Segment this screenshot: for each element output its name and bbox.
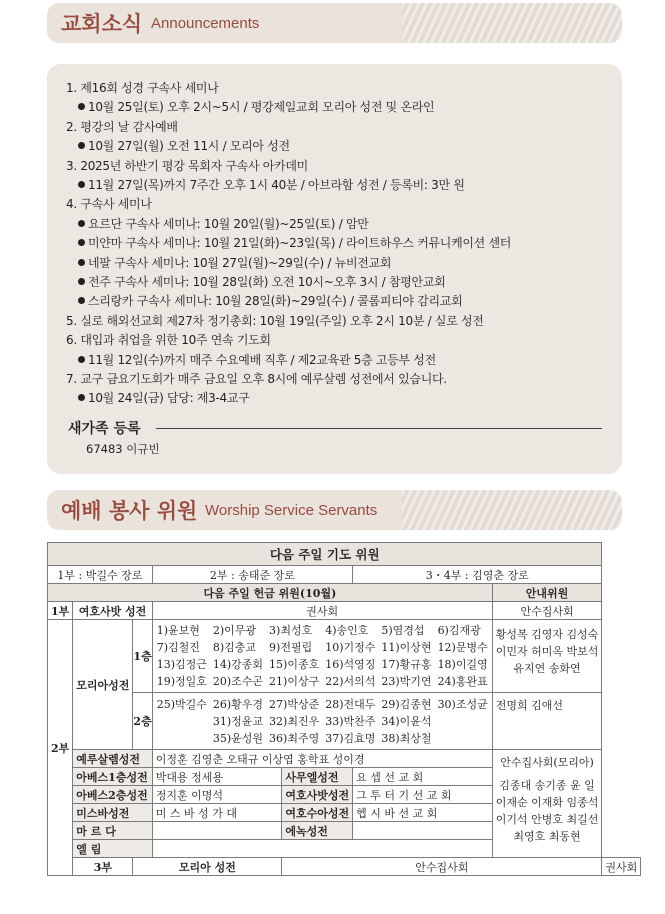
bullet-icon [78,220,85,227]
announcement-detail [78,177,465,194]
member-name: 20)조수곤 [212,675,264,688]
announcement-text: 10월 25일(토) 오후 2시~5시 / 평강제일교회 모리아 성전 및 온라인 [88,100,435,115]
member-name [157,713,207,730]
bullet-icon [78,103,85,110]
banner-decoration [402,490,622,530]
announcement-item [66,196,152,213]
usher-title: 안내위원 [492,584,602,602]
servants-table [47,542,641,876]
usher-names [496,777,599,845]
floor-label: 2층 [133,693,152,750]
member-name: 19)정일호 [156,675,207,688]
row-label: 엘 림 [73,840,152,858]
announcement-text: 6. 대입과 취업을 위한 10주 연속 기도회 [66,333,271,348]
row-label: 아베스2층성전 [73,786,152,804]
member-name: 12)문병수 [437,641,488,654]
member-name: 26)황우경 [212,697,264,711]
bullet-icon [78,278,85,285]
place-label: 모리아 성전 [133,858,282,876]
member-name: 13)김정근 [156,658,207,671]
announcement-detail [78,235,511,252]
announcement-text: 2. 평강의 날 감사예배 [66,119,178,134]
usher-line: 이민자 허미옥 박보석 [495,645,599,658]
floor2-ushers: 전명희 김애선 [492,693,602,750]
row-value [152,822,282,840]
announcement-text: 스리랑카 구속사 세미나: 10월 28일(화)~29일(수) / 콜롬피티야 감리교회 [88,294,463,309]
place-label: 모리아성전 [73,620,133,750]
divider [156,428,602,429]
section-title: 예배 봉사 위원 [61,499,198,523]
member-name: 25)박길수 [156,697,207,711]
announcement-text: 10월 27일(월) 오전 11시 / 모리아 성전 [88,139,290,154]
announcement-text: 3. 2025년 하반기 평강 목회자 구속사 아카데미 [66,158,308,173]
banner-decoration [402,3,622,43]
row-label: 여호사밧성전 [282,786,353,804]
bullet-icon [78,181,85,188]
prayer-part1: 1부 : 박길수 장로 [48,566,153,584]
announcements-banner [47,3,622,43]
announcement-detail [78,255,391,272]
row-value: 이정훈 김영춘 오태규 이상엽 홍학표 성이경 [152,750,492,768]
member-name: 36)최주영 [269,731,320,745]
row-label: 예루살렘성전 [73,750,152,768]
member-name: 3)최성호 [269,624,313,637]
member-name: 37)김효명 [325,731,376,745]
row-label: 아베스1층성전 [73,768,152,786]
bullet-icon [78,142,85,149]
announcement-item [66,371,447,388]
member-name: 1)윤보현 [156,624,200,637]
announcement-text: 네팔 구속사 세미나: 10월 27일(월)~29일(수) / 뉴비전교회 [88,255,392,270]
bullet-icon [78,356,85,363]
announcement-item [66,332,271,349]
member-name: 33)박찬주 [325,714,376,728]
announcement-text: 5. 실로 해외선교회 제27차 정기총회: 10월 19일(주일) 오후 2시 10분 / 실로 성전 [66,313,484,328]
row-value: 미 스 바 성 가 대 [152,804,282,822]
usher-line: 이기석 안병호 최길선 [495,813,599,826]
row-value: 그 투 터 기 선 교 회 [353,786,493,804]
section-title: 교회소식 [61,12,143,36]
member-name: 2)이무광 [212,624,257,637]
member-name: 14)강종회 [212,658,264,671]
announcement-detail [78,352,436,369]
member-name [157,730,207,747]
announcement-item [66,158,308,175]
section-subtitle: Announcements [151,15,260,32]
member-name: 23)박기연 [381,675,432,688]
member-name: 27)박상준 [269,697,320,711]
row-value: 요 셉 선 교 회 [353,768,493,786]
member-name: 30)조성균 [437,697,488,711]
row-value [152,840,492,858]
announcement-text: 10월 24일(금) 담당: 제3-4교구 [88,391,250,406]
member-name: 31)정윤교 [212,714,264,728]
announcement-text: 4. 구속사 세미나 [66,197,152,212]
announcement-text: 11월 27일(목)까지 7주간 오후 1시 40분 / 아브라함 성전 / 등록비: 3만 원 [88,178,465,192]
announcement-detail [78,216,369,233]
member-name: 7)김철진 [156,641,200,654]
member-name: 9)전필립 [269,641,313,654]
member-name: 38)최상철 [381,731,432,745]
moriah-ushers [492,750,602,858]
announcement-detail [78,390,249,407]
announcement-text: 11월 12일(수)까지 매주 수요예배 직후 / 제2교육관 5층 고등부 성전 [88,352,436,367]
offering-group: 권사회 [152,602,492,620]
member-name: 18)이길영 [437,658,488,671]
member-name: 29)김종현 [381,697,432,711]
name-grid [157,622,488,690]
part-label: 2부 [48,620,73,876]
member-name: 24)홍완표 [437,675,488,688]
bullet-icon [78,394,85,401]
announcement-text: 요르단 구속사 세미나: 10월 20일(월)~25일(토) / 암만 [88,216,369,231]
usher-names [496,626,599,677]
member-name: 16)석영징 [325,658,376,671]
usher-line: 이재순 이재화 임종석 [495,796,599,809]
floor1-ushers [492,620,602,693]
usher-group: 안수집사회 [492,602,602,620]
member-name [438,730,488,747]
row-value: 정지훈 이명석 [152,786,282,804]
prayer-title: 다음 주일 기도 위원 [48,543,602,566]
prayer-part2: 2부 : 송태준 장로 [152,566,352,584]
row-value [353,822,493,840]
member-name: 22)서의석 [325,675,376,688]
member-name: 17)황규홍 [381,658,432,671]
part-label: 3부 [73,858,133,876]
prayer-part34: 3・4부 : 김영춘 장로 [353,566,602,584]
announcement-detail [78,293,462,310]
row-value: 헵 시 바 선 교 회 [353,804,493,822]
announcement-text: 1. 제16회 성경 구속사 세미나 [66,81,219,95]
floor-label: 1층 [133,620,152,693]
announcement-detail [78,138,290,155]
name-grid [157,696,488,747]
announcement-text: 전주 구속사 세미나: 10월 28일(화) 오전 10시~오후 3시 / 참평안교회 [88,275,446,289]
usher-line: 황성복 김영자 김성숙 [495,628,599,641]
member-name: 21)이상구 [269,675,320,688]
floor2-offering-names [152,693,492,750]
member-name: 35)윤성원 [212,731,264,745]
announcement-item [66,80,219,97]
member-name: 32)최진우 [269,714,320,728]
bullet-icon [78,297,85,304]
member-name: 15)이종호 [269,658,320,671]
announcement-detail [78,274,445,291]
bullet-icon [78,259,85,266]
member-name [438,713,488,730]
announcement-item [66,313,484,330]
announcement-detail [78,99,434,116]
member-name: 28)전대두 [325,697,376,711]
usher-line: 김종대 송기종 윤 일 [499,779,595,792]
bullet-icon [78,239,85,246]
offering-title: 다음 주일 헌금 위원(10월) [48,584,493,602]
member-name: 5)염경섭 [381,624,425,637]
offering-group: 안수집사회 [282,858,602,876]
row-label: 마 르 다 [73,822,152,840]
member-name: 8)김충교 [212,641,257,654]
member-name: 6)김재광 [437,624,481,637]
usher-line: 최영호 최동현 [513,830,581,843]
announcement-item [66,119,178,136]
servants-banner [47,490,622,530]
row-label: 미스바성전 [73,804,152,822]
new-family-entry: 67483 이규빈 [86,442,160,456]
member-name: 10)기정수 [325,641,376,654]
row-label: 에녹성전 [282,822,353,840]
ushers-title: 안수집사회(모리아) [500,756,594,769]
announcement-text: 7. 교구 금요기도회가 매주 금요일 오후 8시에 예루살렘 성전에서 있습니다. [66,372,447,386]
row-label: 사무엘성전 [282,768,353,786]
usher-line: 유지연 송화연 [513,662,581,675]
announcement-text: 미얀마 구속사 세미나: 10월 21일(화)~23일(목) / 라이트하우스 커뮤니케이션 센터 [88,236,512,251]
place-label: 여호사밧 성전 [73,602,152,620]
member-name: 11)이상현 [381,641,432,654]
new-family-title: 새가족 등록 [68,421,141,437]
row-label: 여호수아성전 [282,804,353,822]
usher-group: 권사회 [602,858,641,876]
floor1-offering-names [152,620,492,693]
member-name: 34)이윤석 [381,714,432,728]
section-subtitle: Worship Service Servants [205,502,378,519]
row-value: 박대용 정세용 [152,768,282,786]
part-label: 1부 [48,602,73,620]
member-name: 4)송인호 [325,624,369,637]
